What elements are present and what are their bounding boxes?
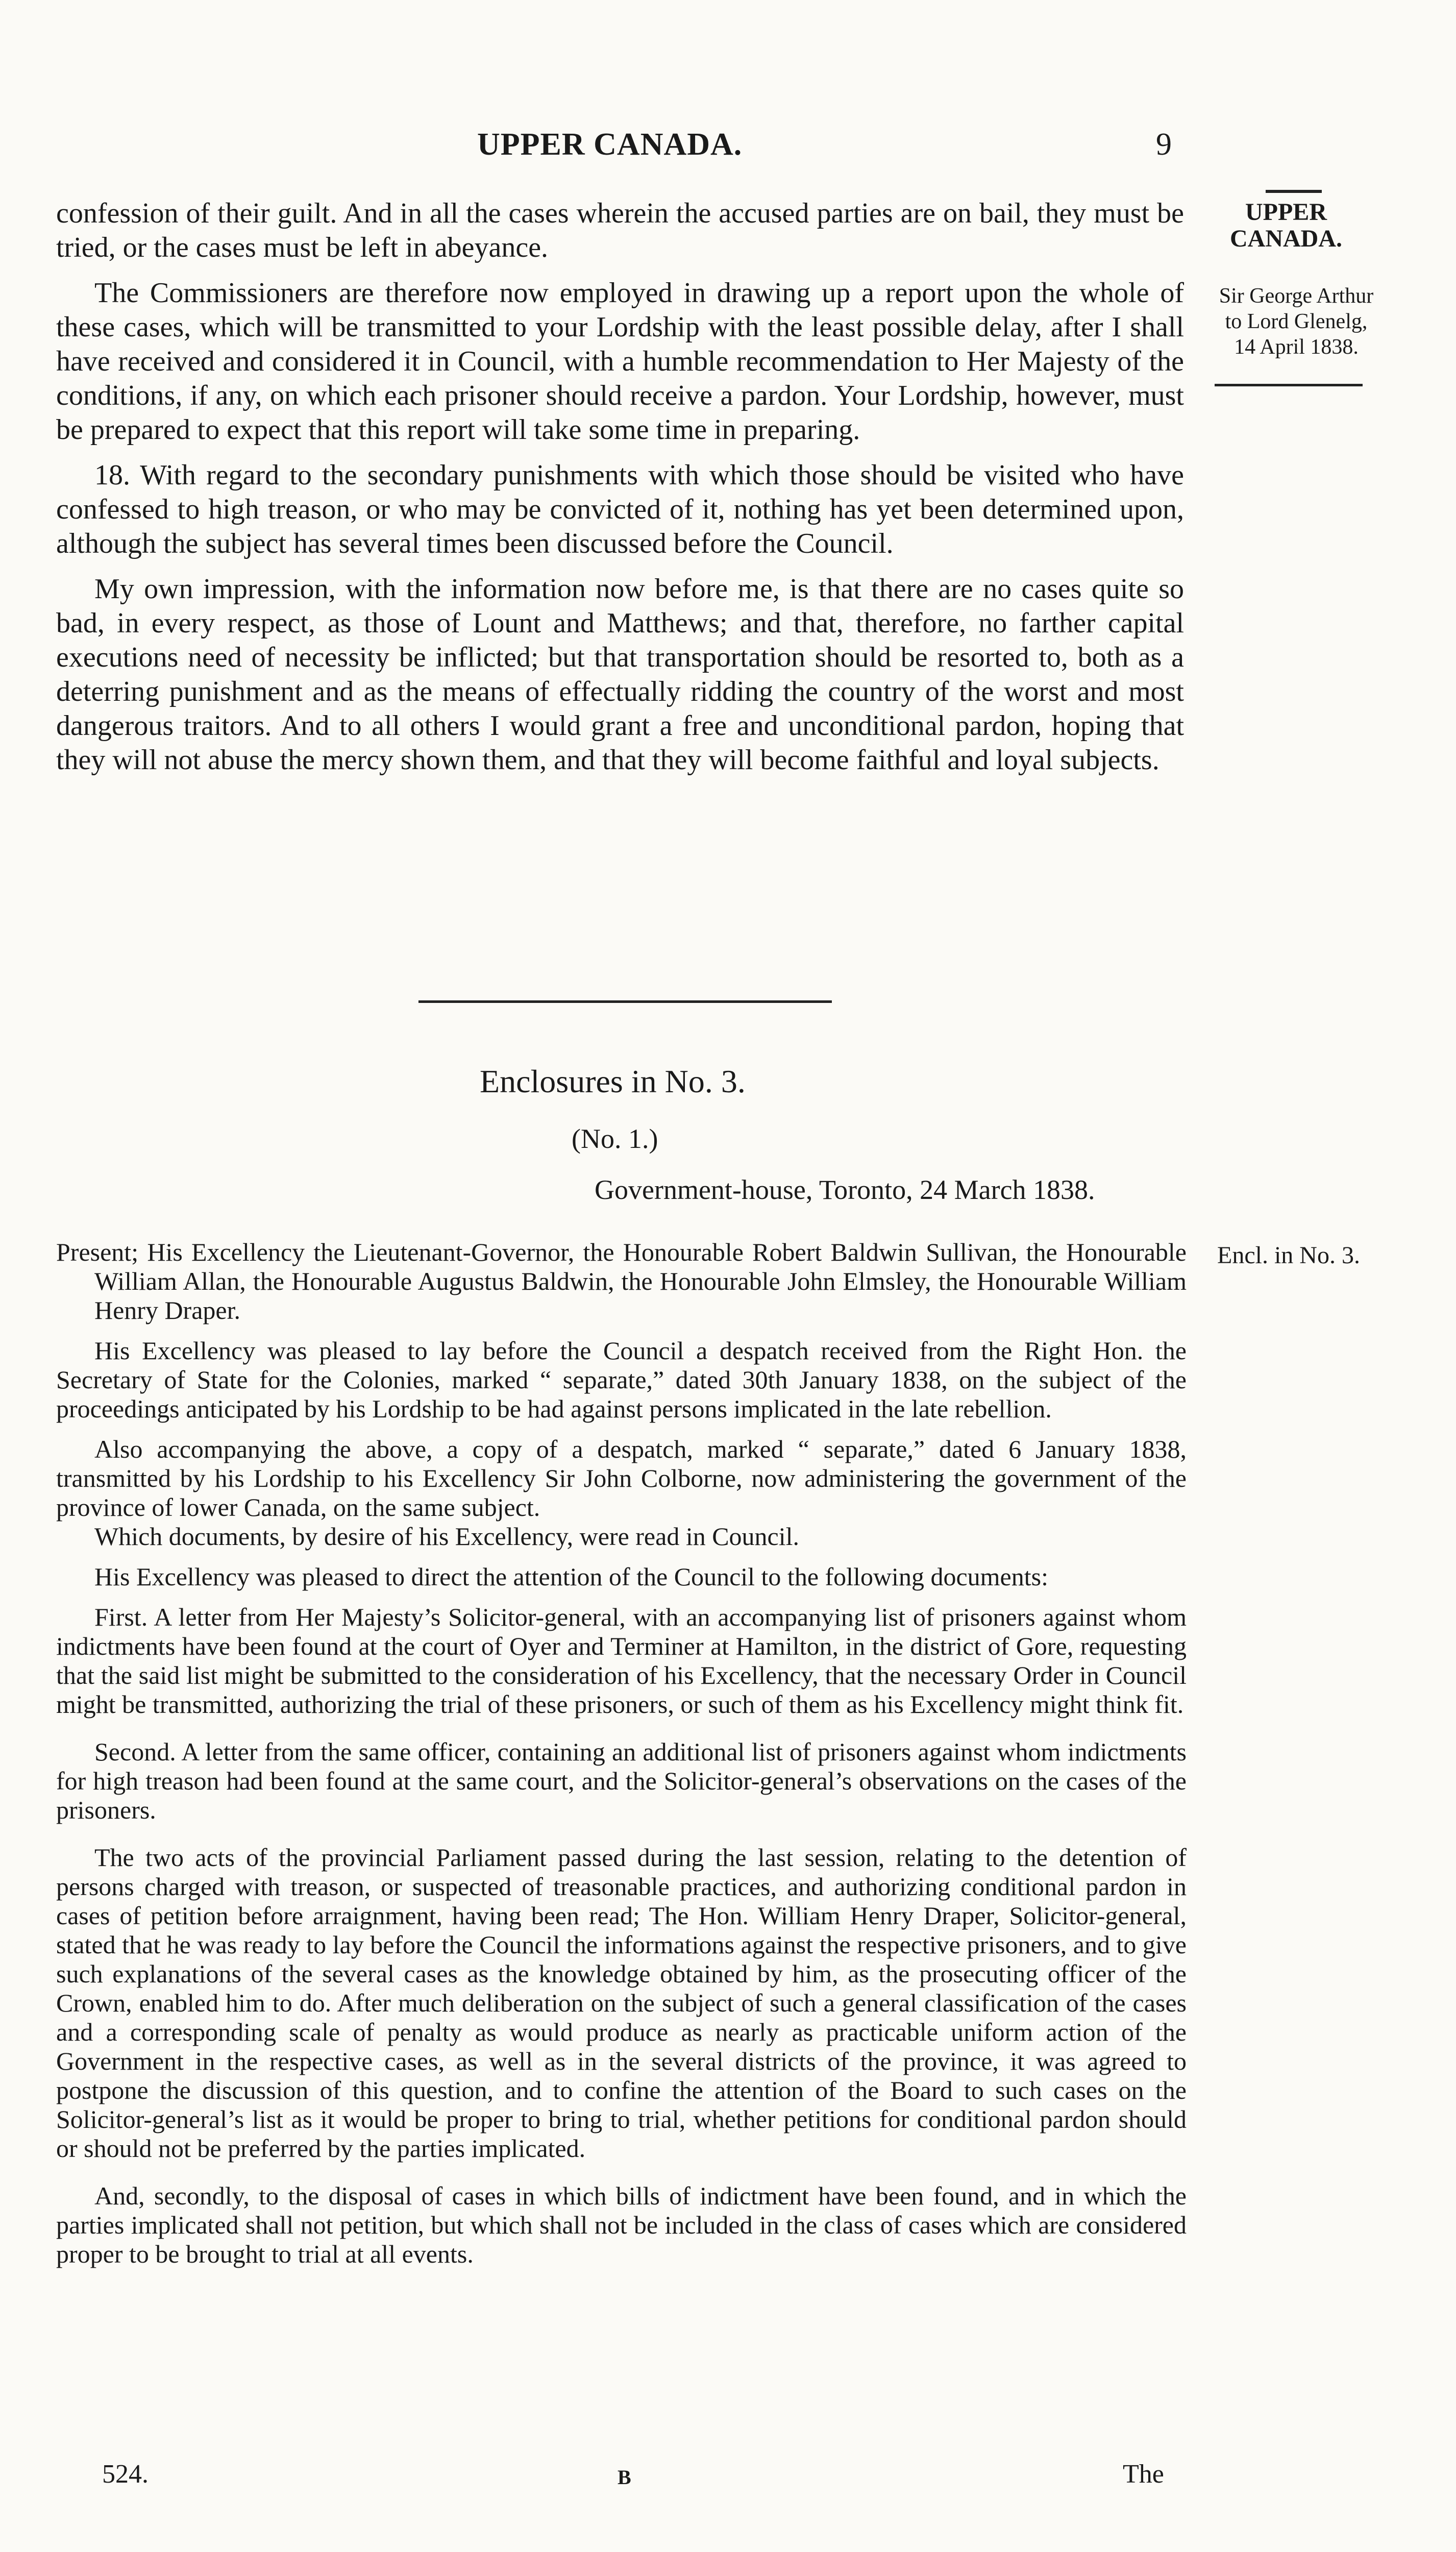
paragraph: My own impression, with the information now before me, is that there are no cases quite so bad, in every respect, as those of Lount and Matthews; and that, therefore, no farther capital executions need of necessity be inflicted; but that transportation should be resorted to, both as a deterring punishment and as the means of effectually ridding the country of the worst and most dangerous traitors. And to all others I would grant a free and unconditional pardon, hoping that they will not abuse the mercy shown them, and that they will become faithful and loyal subjects. xyxy=(56,573,1184,776)
enclosure-title: Enclosures in No. 3. xyxy=(480,1063,746,1099)
paragraph: Also accompanying the above, a copy of a despatch, marked “ separate,” dated 6 January 1838, transmitted by his Lordship to his Excellency Sir John Colborne, now administering the government of the province of lower Canada, on the same subject. xyxy=(56,1435,1187,1522)
sheet-number: 524. xyxy=(102,2460,149,2489)
paragraph: Which documents, by desire of his Excellency, were read in Council. xyxy=(94,1522,800,1551)
margin-country: UPPER CANADA. xyxy=(1230,199,1342,252)
running-head: UPPER CANADA. xyxy=(477,127,743,162)
present-list: Present; His Excellency the Lieutenant-Governor, the Honourable Robert Baldwin Sullivan, the Honourable William Allan, the Honourable Augustus Baldwin, the Honourable John Elmsley, the Honourable William Henry Draper. xyxy=(56,1238,1187,1324)
margin-enclosure: Encl. in No. 3. xyxy=(1217,1242,1360,1269)
paragraph: First. A letter from Her Majesty’s Solicitor-general, with an accompanying list of prisoners against whom indictments have been found at the court of Oyer and Terminer at Hamilton, in the district of Gore, requesting that the said list might be submitted to the consideration of his Excellency, that the necessary Order in Council might be transmitted, authorizing the trial of these prisoners, or such of them as his Excellency might think fit. xyxy=(56,1603,1187,1719)
margin-note-line: 14 April 1838. xyxy=(1234,335,1359,359)
section-divider xyxy=(418,1000,832,1003)
paragraph: And, secondly, to the disposal of cases in which bills of indictment have been found, and in which the parties implicated shall not petition, but which shall not be included in the class of cases which are considered proper to be brought to trial at all events. xyxy=(56,2181,1187,2268)
paragraph: His Excellency was pleased to lay before the Council a despatch received from the Right Hon. the Secretary of State for the Colonies, marked “ separate,” dated 30th January 1838, on the subject of the proceedings anticipated by his Lordship to be had against persons implicated in the late rebellion. xyxy=(56,1336,1187,1423)
enclosure-number: (No. 1.) xyxy=(572,1123,658,1154)
paragraph: Second. A letter from the same officer, containing an additional list of prisoners against whom indictments for high treason had been found at the same court, and the Solicitor-general’s observations on the cases of the prisoners. xyxy=(56,1737,1187,1824)
signature-mark: B xyxy=(618,2466,631,2489)
margin-note xyxy=(1184,283,1409,360)
enclosure-place-date: Government-house, Toronto, 24 March 1838. xyxy=(595,1174,1095,1205)
paragraph: His Excellency was pleased to direct the attention of the Council to the following documents: xyxy=(94,1562,1048,1591)
enclosure-body xyxy=(56,1238,1187,2269)
margin-rule-top xyxy=(1266,190,1322,193)
margin-rule-bottom xyxy=(1215,384,1363,386)
letter-body xyxy=(56,197,1184,777)
paragraph: 18. With regard to the secondary punishments with which those should be visited who have confessed to high treason, or who may be convicted of it, nothing has yet been determined upon, although the subject has several times been discussed before the Council. xyxy=(56,459,1184,559)
margin-note-line: to Lord Glenelg, xyxy=(1225,310,1368,333)
paragraph: The two acts of the provincial Parliament passed during the last session, relating to the detention of persons charged with treason, or suspected of treasonable practices, and authorizing conditional pardon in cases of petition before arraignment, having been read; The Hon. William Henry Draper, Solicitor-general, stated that he was ready to lay before the Council the informations against the respective prisoners, and to give such explanations of the several cases as the knowledge obtained by him, as the prosecuting officer of the Crown, enabled him to do. After much deliberation on the subject of such a general classification of the cases and a corresponding scale of penalty as would produce as nearly as practicable uniform action of the Government in the respective cases, as well as in the several districts of the province, it was agreed to postpone the discussion of this question, and to confine the attention of the Board to such cases on the Solicitor-general’s list as it would be proper to bring to trial, whether petitions for conditional pardon should or should not be preferred by the parties implicated. xyxy=(56,1843,1187,2163)
paragraph: The Commissioners are therefore now employed in drawing up a report upon the whole of these cases, which will be transmitted to your Lordship with the least possible delay, after I shall have received and considered it in Council, with a humble recommendation to Her Majesty of the conditions, if any, on which each prisoner should receive a pardon. Your Lordship, however, must be prepared to expect that this report will take some time in preparing. xyxy=(56,277,1184,446)
paragraph: confession of their guilt. And in all the cases wherein the accused parties are on bail, they must be tried, or the cases must be left in abeyance. xyxy=(56,198,1184,263)
page-number: 9 xyxy=(1156,127,1172,162)
catchword: The xyxy=(1123,2460,1164,2489)
margin-note-line: Sir George Arthur xyxy=(1219,284,1374,308)
